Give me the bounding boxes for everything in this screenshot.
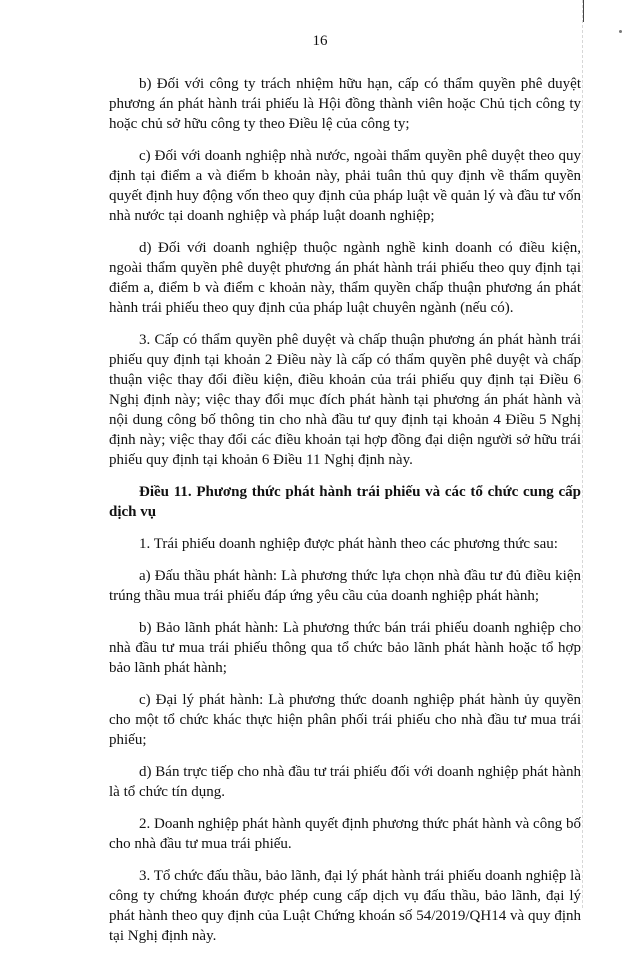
paragraph-2b: b) Đối với công ty trách nhiệm hữu hạn, cấp có thẩm quyền phê duyệt phương án phát hành trái phiếu là Hội đồng thành viên hoặc Chủ tịch công ty hoặc chủ sở hữu công ty theo Điều lệ của công ty; (109, 76, 581, 132)
article-11-heading: Điều 11. Phương thức phát hành trái phiếu và các tổ chức cung cấp dịch vụ (109, 484, 581, 520)
paragraph-11-1c: c) Đại lý phát hành: Là phương thức doanh nghiệp phát hành ủy quyền cho một tổ chức khác thực hiện phân phối trái phiếu cho nhà đầu tư mua trái phiếu; (109, 692, 581, 748)
paragraph-11-1d: d) Bán trực tiếp cho nhà đầu tư trái phiếu đối với doanh nghiệp phát hành là tổ chức tín dụng. (109, 764, 581, 800)
paragraph-11-3: 3. Tổ chức đấu thầu, bảo lãnh, đại lý phát hành trái phiếu doanh nghiệp là công ty chứng khoán được phép cung cấp dịch vụ đấu thầu, bảo lãnh, đại lý phát hành theo quy định của Luật Chứng khoán số 54/2019/QH14 và quy định tại Nghị định này. (109, 868, 581, 944)
paragraph-11-1a: a) Đấu thầu phát hành: Là phương thức lựa chọn nhà đầu tư đủ điều kiện trúng thầu mua trái phiếu đáp ứng yêu cầu của doanh nghiệp phát hành; (109, 568, 581, 604)
paragraph-11-1: 1. Trái phiếu doanh nghiệp được phát hành theo các phương thức sau: (139, 536, 558, 552)
paragraph-2d: d) Đối với doanh nghiệp thuộc ngành nghề kinh doanh có điều kiện, ngoài thẩm quyền phê duyệt phương án phát hành trái phiếu theo quy định tại điểm a, điểm b và điểm c khoản này, thẩm quyền chấp thuận phương án phát hành trái phiếu theo quy định của pháp luật chuyên ngành (nếu có). (109, 240, 581, 316)
scan-edge-mark (583, 0, 584, 22)
document-body (109, 74, 581, 958)
scan-edge-line (582, 0, 584, 908)
page-number: 16 (312, 33, 328, 49)
paragraph-2c: c) Đối với doanh nghiệp nhà nước, ngoài thẩm quyền phê duyệt theo quy định tại điểm a và điểm b khoản này, phải tuân thủ quy định về thẩm quyền quyết định huy động vốn theo quy định của pháp luật về quản lý và đầu tư vốn nhà nước tại doanh nghiệp và pháp luật doanh nghiệp; (109, 148, 581, 224)
paragraph-11-2: 2. Doanh nghiệp phát hành quyết định phương thức phát hành và công bố cho nhà đầu tư mua trái phiếu. (109, 816, 581, 852)
paragraph-3: 3. Cấp có thẩm quyền phê duyệt và chấp thuận phương án phát hành trái phiếu quy định tại khoản 2 Điều này là cấp có thẩm quyền phê duyệt và chấp thuận việc thay đổi điều kiện, điều khoản của trái phiếu quy định tại Điều 6 Nghị định này; việc thay đổi mục đích phát hành tại phương án phát hành và nội dung công bố thông tin cho nhà đầu tư quy định tại khoản 4 Điều 5 Nghị định này; việc thay đổi các điều khoản tại hợp đồng đại diện người sở hữu trái phiếu quy định tại khoản 6 Điều 11 Nghị định này. (109, 332, 581, 468)
paragraph-11-1b: b) Bảo lãnh phát hành: Là phương thức bán trái phiếu doanh nghiệp cho nhà đầu tư mua trái phiếu thông qua tổ chức bảo lãnh phát hành hoặc tổ hợp bảo lãnh phát hành; (109, 620, 581, 676)
